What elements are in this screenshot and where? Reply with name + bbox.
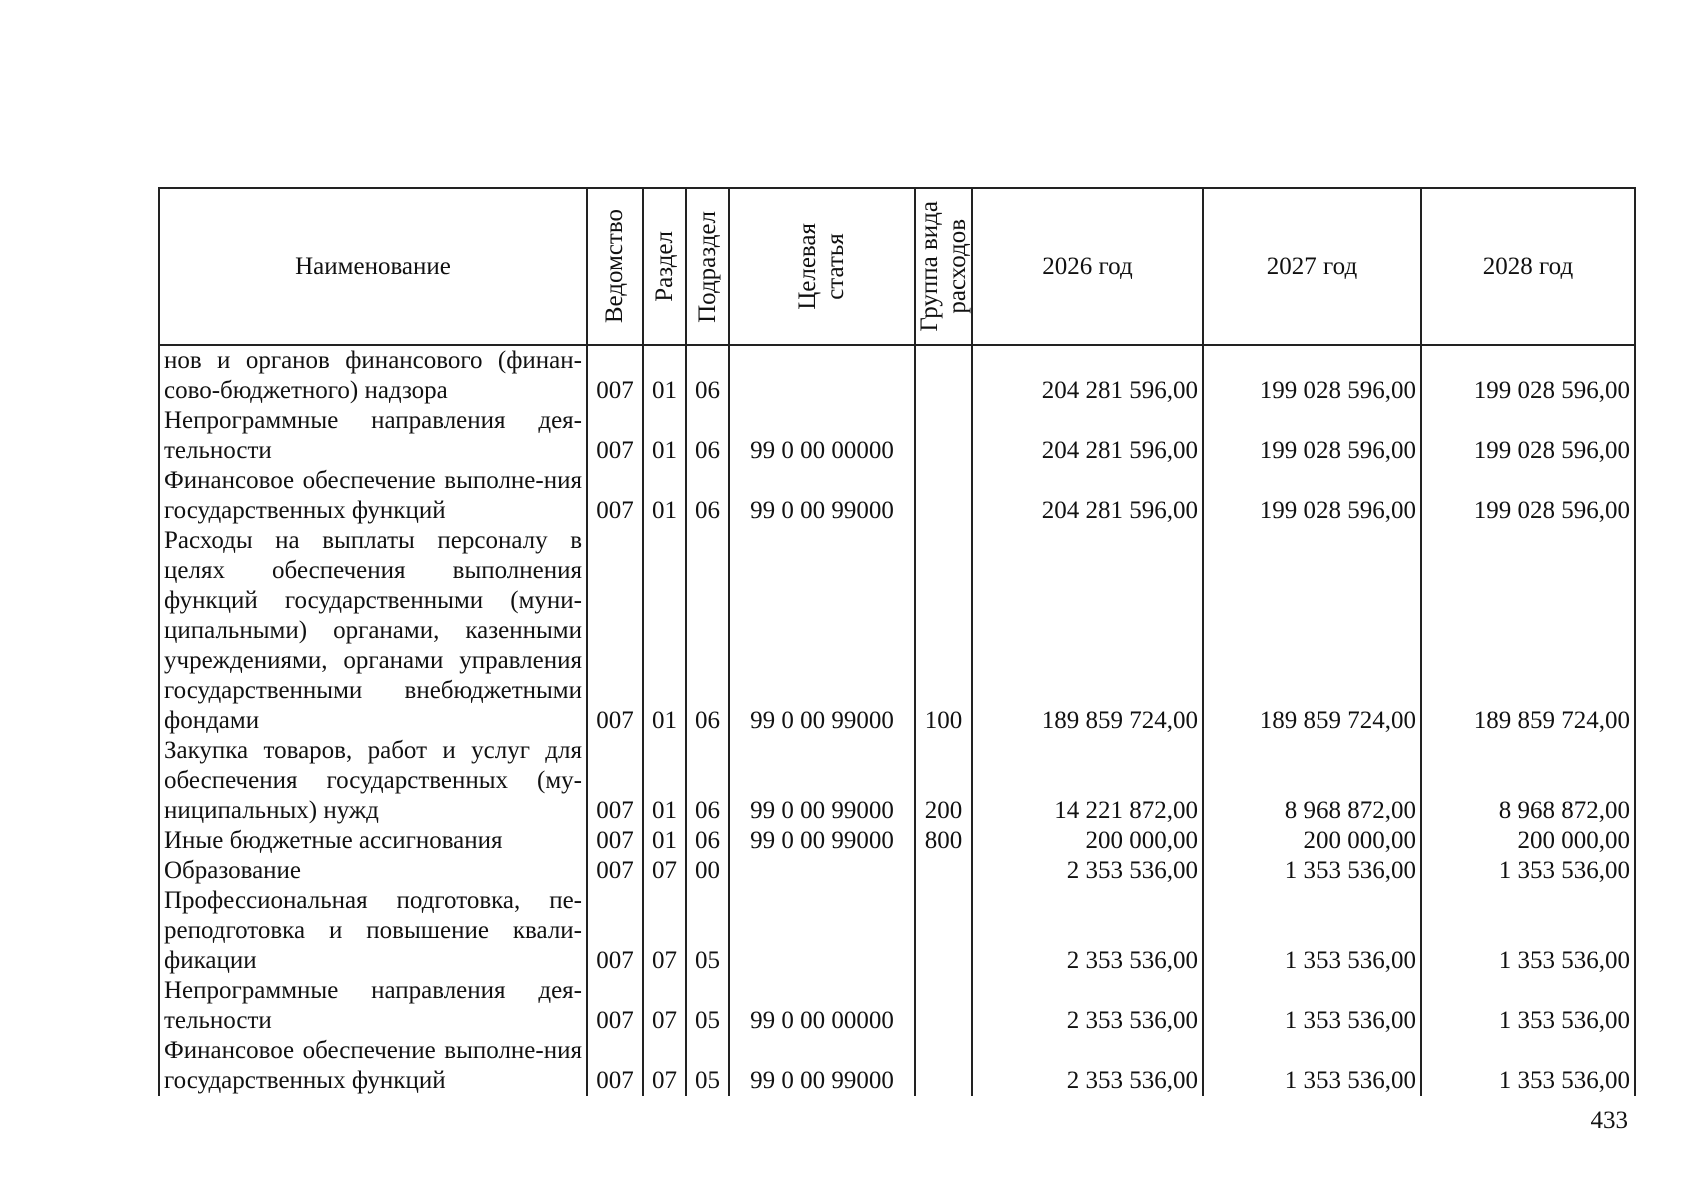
row-amount-2026: 2 353 536,00 — [972, 976, 1203, 1036]
row-amount-2027: 200 000,00 — [1203, 826, 1421, 856]
header-department: Ведомство — [587, 188, 643, 345]
row-target: 99 0 00 99000 — [729, 526, 915, 736]
row-amount-2026: 2 353 536,00 — [972, 856, 1203, 886]
header-target: Целевая статья — [729, 188, 915, 345]
row-amount-2028: 200 000,00 — [1421, 826, 1635, 856]
row-expense-group — [915, 976, 972, 1036]
row-subsection: 06 — [686, 345, 729, 406]
row-department: 007 — [587, 736, 643, 826]
row-section: 01 — [643, 345, 686, 406]
row-amount-2026: 204 281 596,00 — [972, 466, 1203, 526]
row-expense-group — [915, 886, 972, 976]
row-amount-2027: 1 353 536,00 — [1203, 1036, 1421, 1096]
row-subsection: 06 — [686, 826, 729, 856]
row-amount-2027: 189 859 724,00 — [1203, 526, 1421, 736]
row-expense-group — [915, 1036, 972, 1096]
row-amount-2028: 199 028 596,00 — [1421, 466, 1635, 526]
row-name: Образование — [159, 856, 587, 886]
row-target: 99 0 00 00000 — [729, 976, 915, 1036]
budget-table — [158, 187, 1636, 1096]
table-header-row — [159, 188, 1635, 345]
table-row — [159, 976, 1635, 1036]
row-section: 01 — [643, 826, 686, 856]
row-expense-group: 800 — [915, 826, 972, 856]
row-department: 007 — [587, 976, 643, 1036]
row-subsection: 05 — [686, 976, 729, 1036]
row-expense-group: 100 — [915, 526, 972, 736]
row-name: Непрограммные направления дея-тельности — [159, 406, 587, 466]
header-section: Раздел — [643, 188, 686, 345]
row-subsection: 06 — [686, 736, 729, 826]
row-amount-2028: 199 028 596,00 — [1421, 406, 1635, 466]
row-department: 007 — [587, 406, 643, 466]
row-subsection: 06 — [686, 466, 729, 526]
page-number: 433 — [1590, 1107, 1628, 1134]
row-target: 99 0 00 99000 — [729, 826, 915, 856]
row-department: 007 — [587, 345, 643, 406]
row-amount-2028: 189 859 724,00 — [1421, 526, 1635, 736]
row-amount-2027: 199 028 596,00 — [1203, 466, 1421, 526]
row-amount-2027: 1 353 536,00 — [1203, 856, 1421, 886]
row-amount-2028: 199 028 596,00 — [1421, 345, 1635, 406]
row-subsection: 06 — [686, 526, 729, 736]
row-target — [729, 886, 915, 976]
row-name: Профессиональная подготовка, пе-реподготовка и повышение квали-фикации — [159, 886, 587, 976]
row-name: Финансовое обеспечение выполне-ния государственных функций — [159, 1036, 587, 1096]
row-section: 01 — [643, 406, 686, 466]
row-section: 07 — [643, 886, 686, 976]
row-amount-2026: 2 353 536,00 — [972, 1036, 1203, 1096]
row-amount-2026: 14 221 872,00 — [972, 736, 1203, 826]
row-amount-2026: 204 281 596,00 — [972, 406, 1203, 466]
row-target: 99 0 00 99000 — [729, 736, 915, 826]
row-section: 07 — [643, 1036, 686, 1096]
row-amount-2027: 1 353 536,00 — [1203, 976, 1421, 1036]
row-expense-group — [915, 856, 972, 886]
row-target — [729, 345, 915, 406]
row-amount-2027: 1 353 536,00 — [1203, 886, 1421, 976]
row-amount-2026: 204 281 596,00 — [972, 345, 1203, 406]
row-amount-2028: 8 968 872,00 — [1421, 736, 1635, 826]
row-department: 007 — [587, 1036, 643, 1096]
row-amount-2027: 199 028 596,00 — [1203, 345, 1421, 406]
table-row — [159, 466, 1635, 526]
row-amount-2026: 189 859 724,00 — [972, 526, 1203, 736]
table-row — [159, 856, 1635, 886]
table-row — [159, 826, 1635, 856]
header-2028: 2028 год — [1421, 188, 1635, 345]
table-row — [159, 886, 1635, 976]
table-row — [159, 736, 1635, 826]
row-amount-2028: 1 353 536,00 — [1421, 886, 1635, 976]
row-department: 007 — [587, 526, 643, 736]
row-expense-group — [915, 406, 972, 466]
row-department: 007 — [587, 856, 643, 886]
table-body — [159, 345, 1635, 1096]
row-subsection: 05 — [686, 886, 729, 976]
row-amount-2026: 200 000,00 — [972, 826, 1203, 856]
row-subsection: 00 — [686, 856, 729, 886]
row-name: Расходы на выплаты персоналу в целях обеспечения выполнения функций государственными (муни-ципальными) органами, казенными учреждениями, органами управления государственными внебюджетными фондами — [159, 526, 587, 736]
row-expense-group — [915, 345, 972, 406]
row-section: 07 — [643, 856, 686, 886]
row-target: 99 0 00 99000 — [729, 466, 915, 526]
header-2027: 2027 год — [1203, 188, 1421, 345]
row-target: 99 0 00 00000 — [729, 406, 915, 466]
row-expense-group — [915, 466, 972, 526]
row-department: 007 — [587, 826, 643, 856]
row-amount-2028: 1 353 536,00 — [1421, 856, 1635, 886]
row-name: Закупка товаров, работ и услуг для обеспечения государственных (му-ниципальных) нужд — [159, 736, 587, 826]
row-name: Иные бюджетные ассигнования — [159, 826, 587, 856]
header-subsection: Подраздел — [686, 188, 729, 345]
row-amount-2026: 2 353 536,00 — [972, 886, 1203, 976]
row-amount-2027: 8 968 872,00 — [1203, 736, 1421, 826]
table-row — [159, 345, 1635, 406]
row-section: 01 — [643, 736, 686, 826]
row-section: 01 — [643, 466, 686, 526]
header-expense-group: Группа вида расходов — [915, 188, 972, 345]
table-row — [159, 526, 1635, 736]
row-section: 01 — [643, 526, 686, 736]
row-amount-2028: 1 353 536,00 — [1421, 976, 1635, 1036]
row-subsection: 05 — [686, 1036, 729, 1096]
row-name: Непрограммные направления дея-тельности — [159, 976, 587, 1036]
row-section: 07 — [643, 976, 686, 1036]
row-department: 007 — [587, 886, 643, 976]
header-2026: 2026 год — [972, 188, 1203, 345]
table-row — [159, 406, 1635, 466]
row-target — [729, 856, 915, 886]
row-name: нов и органов финансового (финан-сово-бюджетного) надзора — [159, 345, 587, 406]
row-amount-2027: 199 028 596,00 — [1203, 406, 1421, 466]
header-name: Наименование — [159, 188, 587, 345]
row-amount-2028: 1 353 536,00 — [1421, 1036, 1635, 1096]
row-name: Финансовое обеспечение выполне-ния государственных функций — [159, 466, 587, 526]
table-row — [159, 1036, 1635, 1096]
row-subsection: 06 — [686, 406, 729, 466]
row-target: 99 0 00 99000 — [729, 1036, 915, 1096]
row-expense-group: 200 — [915, 736, 972, 826]
row-department: 007 — [587, 466, 643, 526]
